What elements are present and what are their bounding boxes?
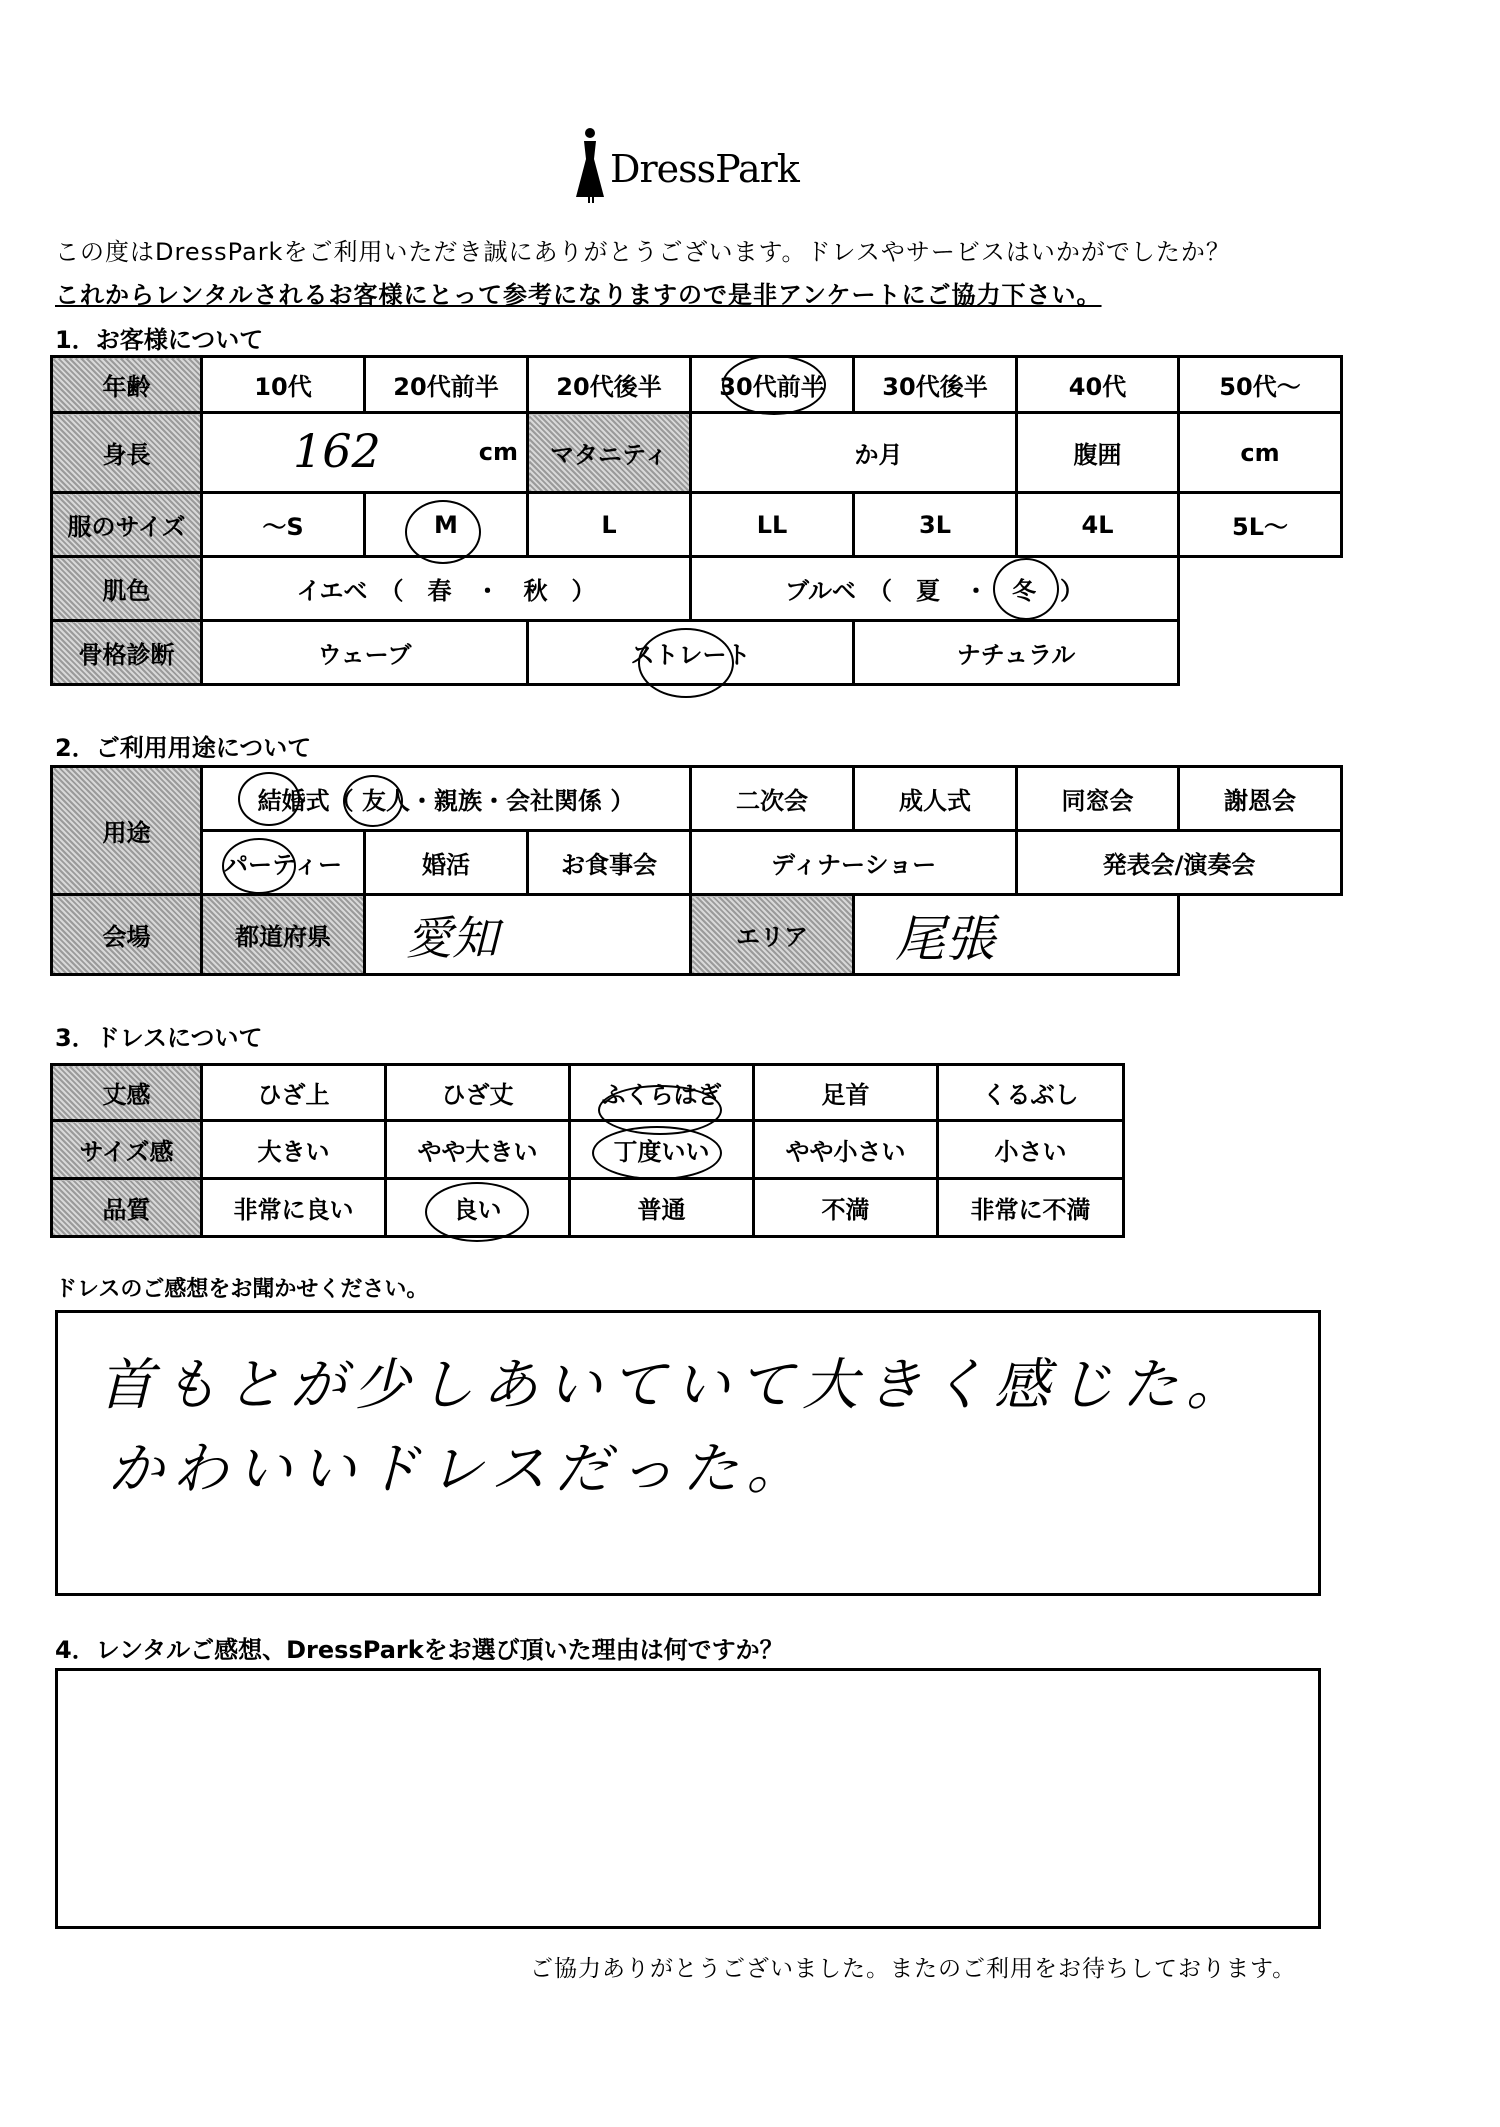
section2-title: 2．ご利用用途について — [55, 734, 312, 762]
frame-option[interactable]: ウェーブ — [202, 621, 528, 685]
size-option[interactable]: 4L — [1017, 493, 1179, 557]
age-option-selected[interactable]: 30代前半 — [691, 357, 854, 413]
quality-option[interactable]: 不満 — [754, 1179, 938, 1237]
purpose-option[interactable]: ディナーショー — [691, 831, 1017, 895]
customer-table — [50, 355, 1343, 686]
brand-logo — [570, 125, 810, 205]
skin-blue-prefix: ブルベ （ 夏 ・ — [784, 577, 989, 605]
fit-option-selected[interactable]: 丁度いい — [570, 1121, 754, 1179]
purpose-option[interactable]: 発表会/演奏会 — [1017, 831, 1342, 895]
dress-comment-box[interactable] — [55, 1310, 1321, 1596]
age-label: 年齢 — [52, 357, 202, 413]
skin-label: 肌色 — [52, 557, 202, 621]
purpose-option[interactable]: 成人式 — [854, 767, 1017, 831]
size-option[interactable]: 5L～ — [1179, 493, 1342, 557]
size-label: 服のサイズ — [52, 493, 202, 557]
skin-blue-suffix: ） — [1060, 577, 1085, 605]
area-label: エリア — [691, 895, 854, 975]
size-option[interactable]: L — [528, 493, 691, 557]
comment-line: 首もとが少しあいていて大きく感じた。 — [98, 1353, 1250, 1418]
dress-silhouette-icon — [570, 125, 610, 205]
skin-blue-winter: 冬 — [1012, 577, 1037, 605]
waist-unit[interactable]: cm — [1179, 413, 1342, 493]
purpose-option[interactable]: 同窓会 — [1017, 767, 1179, 831]
age-option[interactable]: 30代後半 — [854, 357, 1017, 413]
quality-option[interactable]: 非常に不満 — [938, 1179, 1124, 1237]
brand-name: DressPark — [610, 147, 799, 191]
purpose-label: 用途 — [52, 767, 202, 895]
section3-title: 3．ドレスについて — [55, 1024, 263, 1052]
intro-request: これからレンタルされるお客様にとって参考になりますので是非アンケートにご協力下さい。 — [55, 281, 1102, 309]
closing-message: ご協力ありがとうございました。またのご利用をお待ちしております。 — [530, 1956, 1297, 1982]
age-option[interactable]: 10代 — [202, 357, 365, 413]
section1-title: 1．お客様について — [55, 326, 264, 354]
comment-prompt: ドレスのご感想をお聞かせください。 — [55, 1277, 429, 1302]
maternity-label: マタニティ — [528, 413, 691, 493]
frame-option[interactable]: ナチュラル — [854, 621, 1179, 685]
purpose-option[interactable]: 謝恩会 — [1179, 767, 1342, 831]
fit-option[interactable]: 大きい — [202, 1121, 386, 1179]
purpose-option[interactable]: お食事会 — [528, 831, 691, 895]
intro-text: この度はDressParkをご利用いただき誠にありがとうございます。ドレスやサービスはいかがでしたか？ — [55, 238, 1231, 266]
skin-blue[interactable] — [691, 557, 1179, 621]
length-option-selected[interactable]: ふくらはぎ — [570, 1065, 754, 1121]
dress-table — [50, 1063, 1125, 1238]
fit-option[interactable]: 小さい — [938, 1121, 1124, 1179]
area-field[interactable] — [854, 895, 1179, 975]
length-option[interactable]: ひざ丈 — [386, 1065, 570, 1121]
age-option[interactable]: 50代～ — [1179, 357, 1342, 413]
length-option[interactable]: ひざ上 — [202, 1065, 386, 1121]
quality-option-selected[interactable]: 良い — [386, 1179, 570, 1237]
length-option[interactable]: くるぶし — [938, 1065, 1124, 1121]
usage-table — [50, 765, 1343, 976]
size-option[interactable]: 3L — [854, 493, 1017, 557]
height-unit: cm — [478, 438, 518, 466]
length-option[interactable]: 足首 — [754, 1065, 938, 1121]
wedding-option[interactable]: 結婚式（ 友人・親族・会社関係 ） — [202, 767, 691, 831]
purpose-option[interactable]: 二次会 — [691, 767, 854, 831]
area-value: 尾張 — [895, 909, 996, 968]
length-label: 丈感 — [52, 1065, 202, 1121]
frame-option-selected[interactable]: ストレート — [528, 621, 854, 685]
purpose-option[interactable]: 婚活 — [365, 831, 528, 895]
size-option[interactable]: ～S — [202, 493, 365, 557]
rental-comment-box[interactable] — [55, 1668, 1321, 1929]
age-option[interactable]: 40代 — [1017, 357, 1179, 413]
prefecture-value: 愛知 — [406, 910, 498, 965]
age-option[interactable]: 20代後半 — [528, 357, 691, 413]
maternity-months[interactable]: か月 — [691, 413, 1017, 493]
section4-title: 4．レンタルご感想、DressParkをお選び頂いた理由は何ですか？ — [55, 1636, 784, 1664]
prefecture-field[interactable] — [365, 895, 691, 975]
height-field[interactable] — [202, 413, 528, 493]
party-option-selected[interactable]: パーティー — [202, 831, 365, 895]
size-option-selected[interactable]: M — [365, 493, 528, 557]
fit-option[interactable]: やや小さい — [754, 1121, 938, 1179]
height-value: 162 — [293, 424, 381, 478]
waist-label: 腹囲 — [1017, 413, 1179, 493]
venue-label: 会場 — [52, 895, 202, 975]
age-option[interactable]: 20代前半 — [365, 357, 528, 413]
frame-label: 骨格診断 — [52, 621, 202, 685]
skin-yellow[interactable]: イエベ （ 春 ・ 秋 ） — [202, 557, 691, 621]
fit-label: サイズ感 — [52, 1121, 202, 1179]
height-label: 身長 — [52, 413, 202, 493]
comment-line: かわいいドレスだった。 — [108, 1437, 811, 1502]
quality-label: 品質 — [52, 1179, 202, 1237]
quality-option[interactable]: 非常に良い — [202, 1179, 386, 1237]
fit-option[interactable]: やや大きい — [386, 1121, 570, 1179]
prefecture-label: 都道府県 — [202, 895, 365, 975]
quality-option[interactable]: 普通 — [570, 1179, 754, 1237]
size-option[interactable]: LL — [691, 493, 854, 557]
